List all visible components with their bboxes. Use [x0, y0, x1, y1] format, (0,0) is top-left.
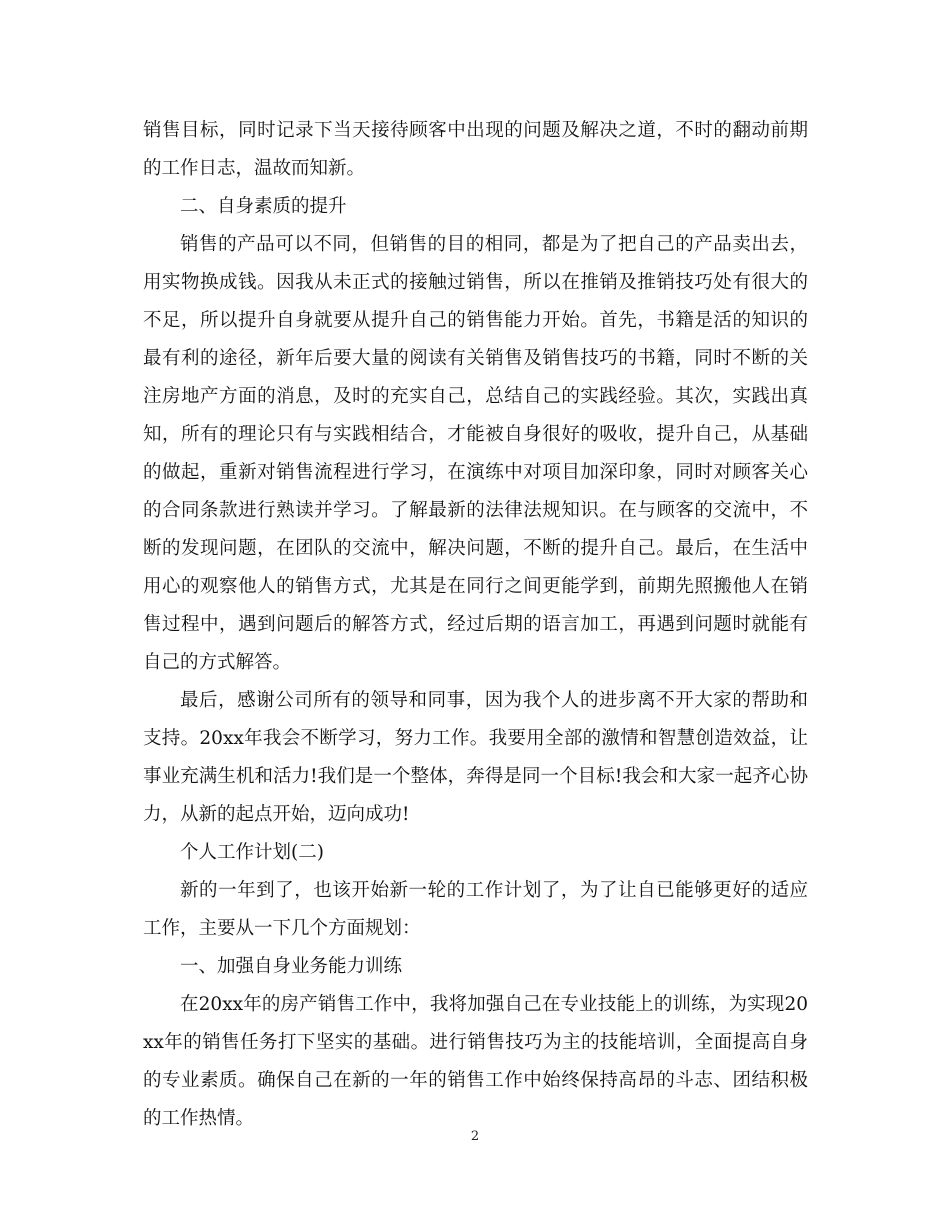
page-number: 2 [470, 1129, 480, 1144]
paragraph-sales-skills: 销售的产品可以不同，但销售的目的相同，都是为了把自己的产品卖出去，用实物换成钱。因我从未正式的接触过销售，所以在推销及推销技巧处有很大的不足，所以提升自身就要从提升自己的销售能力开始。首先，书籍是活的知识的最有利的途径，新年后要大量的阅读有关销售及销售技巧的书籍，同时不断的关注房地产方面的消息，及时的充实自己，总结自己的实践经验。其次，实践出真知，所有的理论只有与实践相结合，才能被自身很好的吸收，提升自己，从基础的做起，重新对销售流程进行学习，在演练中对项目加深印象，同时对顾客关心的合同条款进行熟读并学习。了解最新的法律法规知识。在与顾客的交流中，不断的发现问题，在团队的交流中，解决问题，不断的提升自己。最后，在生活中用心的观察他人的销售方式，尤其是在同行之间更能学到，前期先照搬他人在销售过程中，遇到问题后的解答方式，经过后期的语言加工，再遇到问题时就能有自己的方式解答。 [143, 234, 808, 673]
paragraph-continuation: 销售目标，同时记录下当天接待顾客中出现的问题及解决之道，不时的翻动前期的工作日志，温故而知新。 [143, 120, 808, 179]
paragraph-training-detail: 在20xx年的房产销售工作中，我将加强自己在专业技能上的训练，为实现20xx年的销售任务打下坚实的基础。进行销售技巧为主的技能培训，全面提高自身的专业素质。确保自己在新的一年的销售工作中始终保持高昂的斗志、团结积极的工作热情。 [143, 994, 808, 1129]
section-heading-business-training: 一、加强自身业务能力训练 [180, 956, 403, 977]
paragraph-new-year-plan: 新的一年到了，也该开始新一轮的工作计划了，为了让自已能够更好的适应工作，主要从一下几个方面规划： [143, 880, 808, 939]
document-body [143, 112, 808, 1138]
section-heading-self-quality: 二、自身素质的提升 [180, 196, 347, 217]
paragraph-thanks: 最后，感谢公司所有的领导和同事，因为我个人的进步离不开大家的帮助和支持。20xx年我会不断学习，努力工作。我要用全部的激情和智慧创造效益，让事业充满生机和活力!我们是一个整体，奔得是同一个目标!我会和大家一起齐心协力，从新的起点开始，迈向成功! [143, 690, 808, 825]
section-heading-work-plan-2: 个人工作计划(二) [180, 842, 324, 863]
